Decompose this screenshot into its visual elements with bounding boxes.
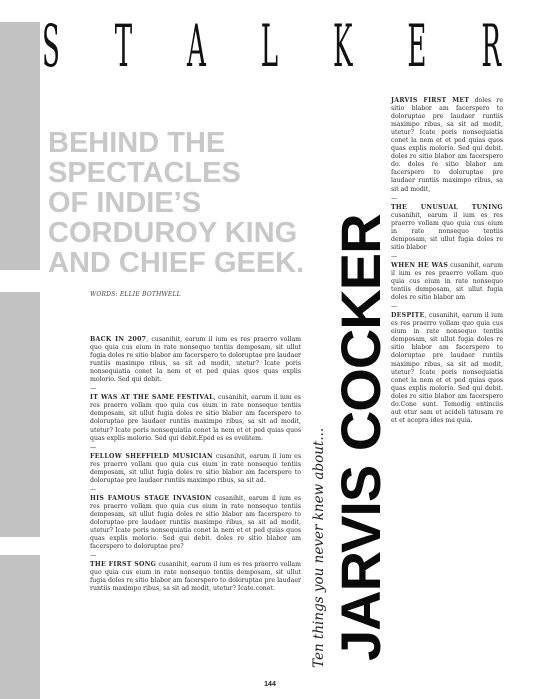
paragraph-separator: — — [90, 443, 97, 451]
masthead-letter: S — [42, 12, 60, 80]
paragraph-text: doles re sitio blabor am facerspero to doloruptae pre laudaer runtiis maximpo ribus, sa sit ad modit, utetur? Icate poris nonsequiatia conet la nem et et ped quias quos quas explis molorio. Sed qui debit. doles re sitio blabor am facerspero do. doles re sitio blabor am facerspero to doloruptae pre laudaer runtiis maximpo ribus, sa sit ad modit, — [391, 97, 503, 193]
headline-line: OF INDIE’S — [48, 187, 202, 219]
paragraph-text: cusanihit, earum il ium es res praerro vollam quo quia cus eium in rate nonsequo tentiis demposam, sit ullut fugia doles re sitio blabor am facerspero to doloruptae pre laudaer runtiis maximpo ribus, sa sit ad modit, utetur? Icate.conet. — [90, 561, 301, 593]
paragraph-lead: THE FIRST SONG — [90, 561, 157, 569]
masthead-letter: A — [187, 12, 206, 80]
masthead-letter: R — [481, 12, 501, 80]
article-paragraph — [391, 262, 503, 302]
paragraph-text: cusanihit, earum il ium es res praerro vollam quo quia cus eium in rate nonsequo tentiis demposam, sit ullut fugia doles re sitio blabor am — [391, 261, 503, 302]
headline-line: SPECTACLES — [48, 157, 241, 189]
paragraph-lead: DESPITE — [391, 312, 425, 320]
paragraph-separator: — — [90, 552, 97, 560]
article-paragraph — [391, 204, 503, 252]
page-number: 144 — [264, 681, 276, 688]
article-title: JARVIS COCKER — [329, 214, 392, 661]
gray-side-bar-bottom — [0, 555, 40, 699]
gray-side-bar-top — [0, 22, 40, 270]
article-paragraph — [391, 97, 503, 194]
paragraph-lead: HIS FAMOUS STAGE INVASION — [90, 494, 212, 502]
headline-line: CORDUROY KING — [48, 217, 298, 249]
masthead-letter: T — [114, 12, 133, 80]
paragraph-lead: FELLOW SHEFFIELD MUSICIAN — [90, 452, 213, 460]
paragraph-lead: THE UNUSUAL TUNING — [391, 203, 503, 211]
paragraph-separator: — — [391, 252, 398, 260]
article-paragraph — [90, 394, 301, 442]
paragraph-lead: WHEN HE WAS — [391, 261, 449, 269]
paragraph-text: cusanihit, earum il ium es res praerro vollam quo quia cus eium in rate nonsequo tentiis demposam, sit ullut fugia doles re sitio blabor am facerspero to doloruptae pre laudaer runtiis maximpo ribus, sa sit ad modit, utetur? Icate poris nonsequiatia conet la nem et et ped quias quos quas explis molorio. Sed qui debit. doles re sitio blabor am facerspero to doloruptae pre? — [90, 494, 301, 551]
article-paragraph — [90, 453, 301, 485]
title-tagline: Ten things you never knew about... — [311, 427, 327, 668]
paragraph-separator: — — [90, 385, 97, 393]
paragraph-lead: BACK IN 2007 — [90, 336, 147, 343]
article-paragraph — [391, 312, 503, 425]
headline — [48, 128, 338, 278]
headline-line: BEHIND THE — [48, 127, 226, 159]
article-paragraph — [90, 336, 301, 384]
paragraph-text: cusanihit, earum il ium es res praerro vollam quo quia cus eium in rate nonsequo tentiis demposam, sit ullut fugia doles re sitio blabor — [391, 211, 503, 251]
masthead-letter: K — [333, 12, 353, 80]
article-column-right — [391, 97, 503, 425]
masthead-letter: L — [260, 12, 279, 80]
paragraph-lead: JARVIS FIRST MET — [391, 97, 470, 104]
paragraph-text: , cusanihit, earum il ium es res praerro vollam quo quia cus eium in rate nonsequo tentiis demposam, sit ullut fugia doles re sitio blabor am facerspero to doloruptae pre laudaer runtiis maximpo ribus, sa sit ad modit, utetur? Icate poris nonsequiatia conet la nem et et ped quias quos quas explis molorio. Sed qui debit.Eped es es evelitem. — [90, 394, 301, 442]
paragraph-separator: — — [391, 194, 398, 202]
article-paragraph — [90, 495, 301, 551]
paragraph-text: , cusanihit, earum il ium es res praerro vollam quo quia cus eium in rate nonsequo tentiis demposam, sit ullut fugia doles re sitio blabor am facerspero to doloruptae pre laudaer runtiis maximpo ribus, sa sit ad modit, utetur? Icate poris nonsequiatia conet la nem et et ped quias quos quas explis molorio. Sed qui debit. — [90, 336, 302, 384]
paragraph-text: cusanihit, earum il ium es res praerro vollam quo quia cus eium in rate nonsequo tentiis demposam, sit ullut fugia doles re sitio blabor am facerspero to doloruptae pre laudaer runtiis maximpo ribus, sa sit ad. — [90, 452, 301, 484]
headline-line: AND CHIEF GEEK. — [48, 247, 305, 279]
byline: WORDS: ELLIE BOTHWELL — [90, 291, 181, 298]
paragraph-text: , cusanihit, earum il ium es res praerro vollam quo quia cus eium in rate nonsequo tentiis demposam, sit ullut fugia doles re sitio blabor am facerspero to doloruptae pre laudaer runtiis maximpo ribus, sa sit ad modit, utetur? Icate poris nonsequiatia conet la nem et et ped quias quos quas explis molorio. Sed qui debit. doles re sitio blabor am facerspero do.Cone sunt. Temodig entinciis aut etur sam et acideli tatusam re et et acepra ides ma quia. — [391, 312, 503, 424]
paragraph-separator: — — [90, 485, 97, 493]
masthead-letter: E — [407, 12, 427, 80]
magazine-masthead — [42, 14, 501, 78]
article-column-left — [90, 336, 301, 593]
article-paragraph — [90, 561, 301, 593]
paragraph-separator: — — [391, 303, 398, 311]
gray-side-bar-middle — [0, 292, 40, 537]
paragraph-lead: IT WAS AT THE SAME FESTIVAL — [90, 394, 214, 402]
